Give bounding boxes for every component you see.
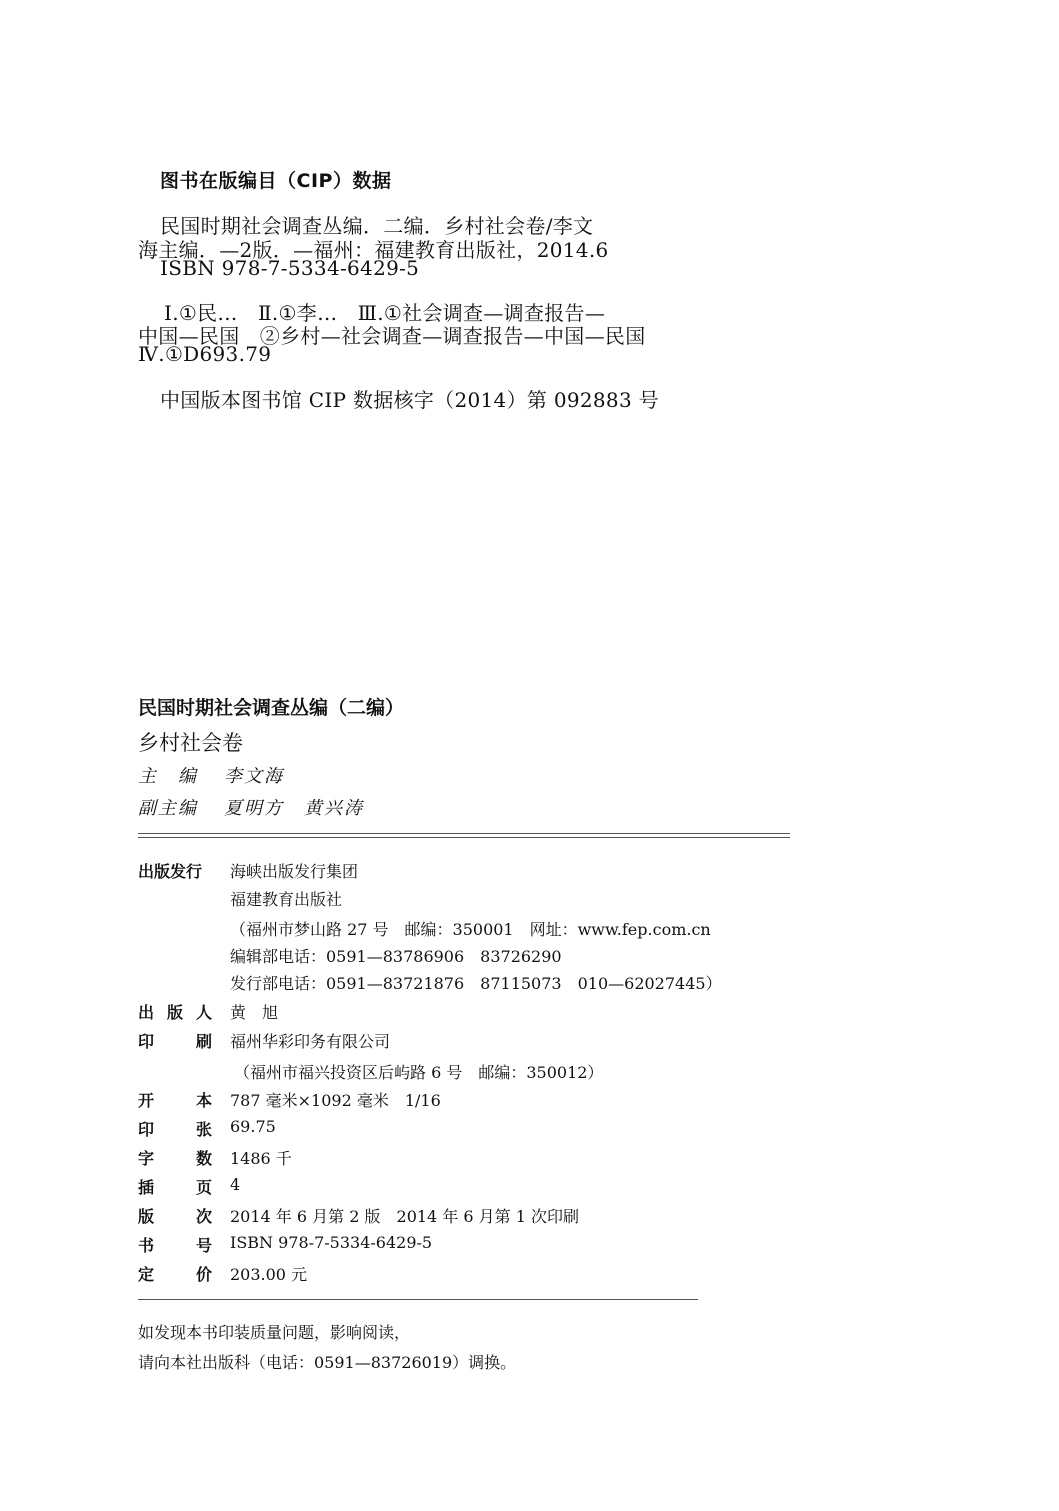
deputy-editor-line bbox=[138, 794, 364, 820]
words-label-char: 字 bbox=[138, 1149, 155, 1168]
issuer-label-char: 出 bbox=[138, 1003, 155, 1022]
notice-line-2: 请向本社出版科（电话：0591—83726019）调换。 bbox=[138, 1353, 517, 1372]
format-value: 787 毫米×1092 毫米 1/16 bbox=[230, 1091, 441, 1110]
cip-subject-line-1: Ⅰ.①民… Ⅱ.①李… Ⅲ.①社会调查—调查报告— bbox=[164, 301, 606, 325]
deputy-editor-label: 副主编 bbox=[138, 798, 198, 819]
notice-line-1: 如发现本书印装质量问题，影响阅读， bbox=[138, 1323, 411, 1342]
issuer-name: 黄 旭 bbox=[230, 1003, 279, 1022]
format-label-char: 开 bbox=[138, 1091, 155, 1110]
isbn-label-char: 书 bbox=[138, 1236, 155, 1255]
issuer-label bbox=[138, 1000, 212, 1023]
distribution-phone: 发行部电话：0591—83721876 87115073 010—62027445） bbox=[230, 974, 722, 993]
isbn-value: ISBN 978-7-5334-6429-5 bbox=[230, 1233, 433, 1252]
editor-line bbox=[138, 762, 284, 788]
publisher-name: 福建教育出版社 bbox=[230, 890, 343, 909]
volume-title: 乡村社会卷 bbox=[138, 731, 243, 755]
words-label-char: 数 bbox=[195, 1149, 212, 1168]
editor-name: 李文海 bbox=[224, 766, 284, 787]
isbn-label bbox=[138, 1233, 212, 1256]
sheets-label-char: 印 bbox=[138, 1120, 155, 1139]
printer-label bbox=[138, 1029, 212, 1052]
divider-top-2 bbox=[138, 837, 790, 838]
publisher-label: 出版发行 bbox=[138, 862, 203, 881]
issuer-label-char: 人 bbox=[195, 1003, 212, 1022]
price-label bbox=[138, 1262, 212, 1285]
series-title: 民国时期社会调查丛编（二编） bbox=[138, 697, 405, 719]
publisher-address: （福州市梦山路 27 号 邮编：350001 网址：www.fep.com.cn bbox=[230, 920, 711, 939]
format-label bbox=[138, 1088, 212, 1111]
sheets-label bbox=[138, 1117, 212, 1140]
printer-label-char: 印 bbox=[138, 1032, 155, 1051]
sheets-label-char: 张 bbox=[195, 1120, 212, 1139]
printer-label-char: 刷 bbox=[195, 1032, 212, 1051]
words-value: 1486 千 bbox=[230, 1149, 292, 1168]
edition-label-char: 次 bbox=[195, 1207, 212, 1226]
plates-label-char: 页 bbox=[195, 1178, 212, 1197]
edition-label bbox=[138, 1204, 212, 1227]
divider-bottom bbox=[138, 1299, 698, 1300]
issuer-label-char: 版 bbox=[166, 1003, 183, 1022]
printer-address: （福州市福兴投资区后屿路 6 号 邮编：350012） bbox=[234, 1063, 604, 1082]
edition-label-char: 版 bbox=[138, 1207, 155, 1226]
cip-subject-line-3: Ⅳ.①D693.79 bbox=[138, 342, 272, 366]
publisher-group: 海峡出版发行集团 bbox=[230, 862, 359, 881]
cip-verification: 中国版本图书馆 CIP 数据核字（2014）第 092883 号 bbox=[160, 388, 659, 412]
cip-subject-line-2: 中国—民国 ②乡村—社会调查—调查报告—中国—民国 bbox=[138, 324, 646, 348]
price-value: 203.00 元 bbox=[230, 1265, 308, 1284]
editorial-phone: 编辑部电话：0591—83786906 83726290 bbox=[230, 947, 562, 966]
plates-value: 4 bbox=[230, 1175, 241, 1194]
printer-name: 福州华彩印务有限公司 bbox=[230, 1032, 391, 1051]
deputy-editor-names: 夏明方 黄兴涛 bbox=[224, 798, 364, 819]
isbn-label-char: 号 bbox=[195, 1236, 212, 1255]
plates-label-char: 插 bbox=[138, 1178, 155, 1197]
edition-value: 2014 年 6 月第 2 版 2014 年 6 月第 1 次印刷 bbox=[230, 1207, 580, 1226]
words-label bbox=[138, 1146, 212, 1169]
price-label-char: 价 bbox=[195, 1265, 212, 1284]
editor-label: 主 编 bbox=[138, 766, 198, 787]
divider-top-1 bbox=[138, 833, 790, 834]
sheets-value: 69.75 bbox=[230, 1117, 276, 1136]
cip-entry-line-2: 海主编．—2版．—福州：福建教育出版社，2014.6 bbox=[138, 238, 609, 262]
cip-entry-line-1: 民国时期社会调查丛编．二编．乡村社会卷/李文 bbox=[160, 214, 594, 238]
format-label-char: 本 bbox=[195, 1091, 212, 1110]
cip-entry-line-3: ISBN 978-7-5334-6429-5 bbox=[160, 256, 420, 280]
plates-label bbox=[138, 1175, 212, 1198]
price-label-char: 定 bbox=[138, 1265, 155, 1284]
cip-heading: 图书在版编目（CIP）数据 bbox=[160, 170, 392, 192]
